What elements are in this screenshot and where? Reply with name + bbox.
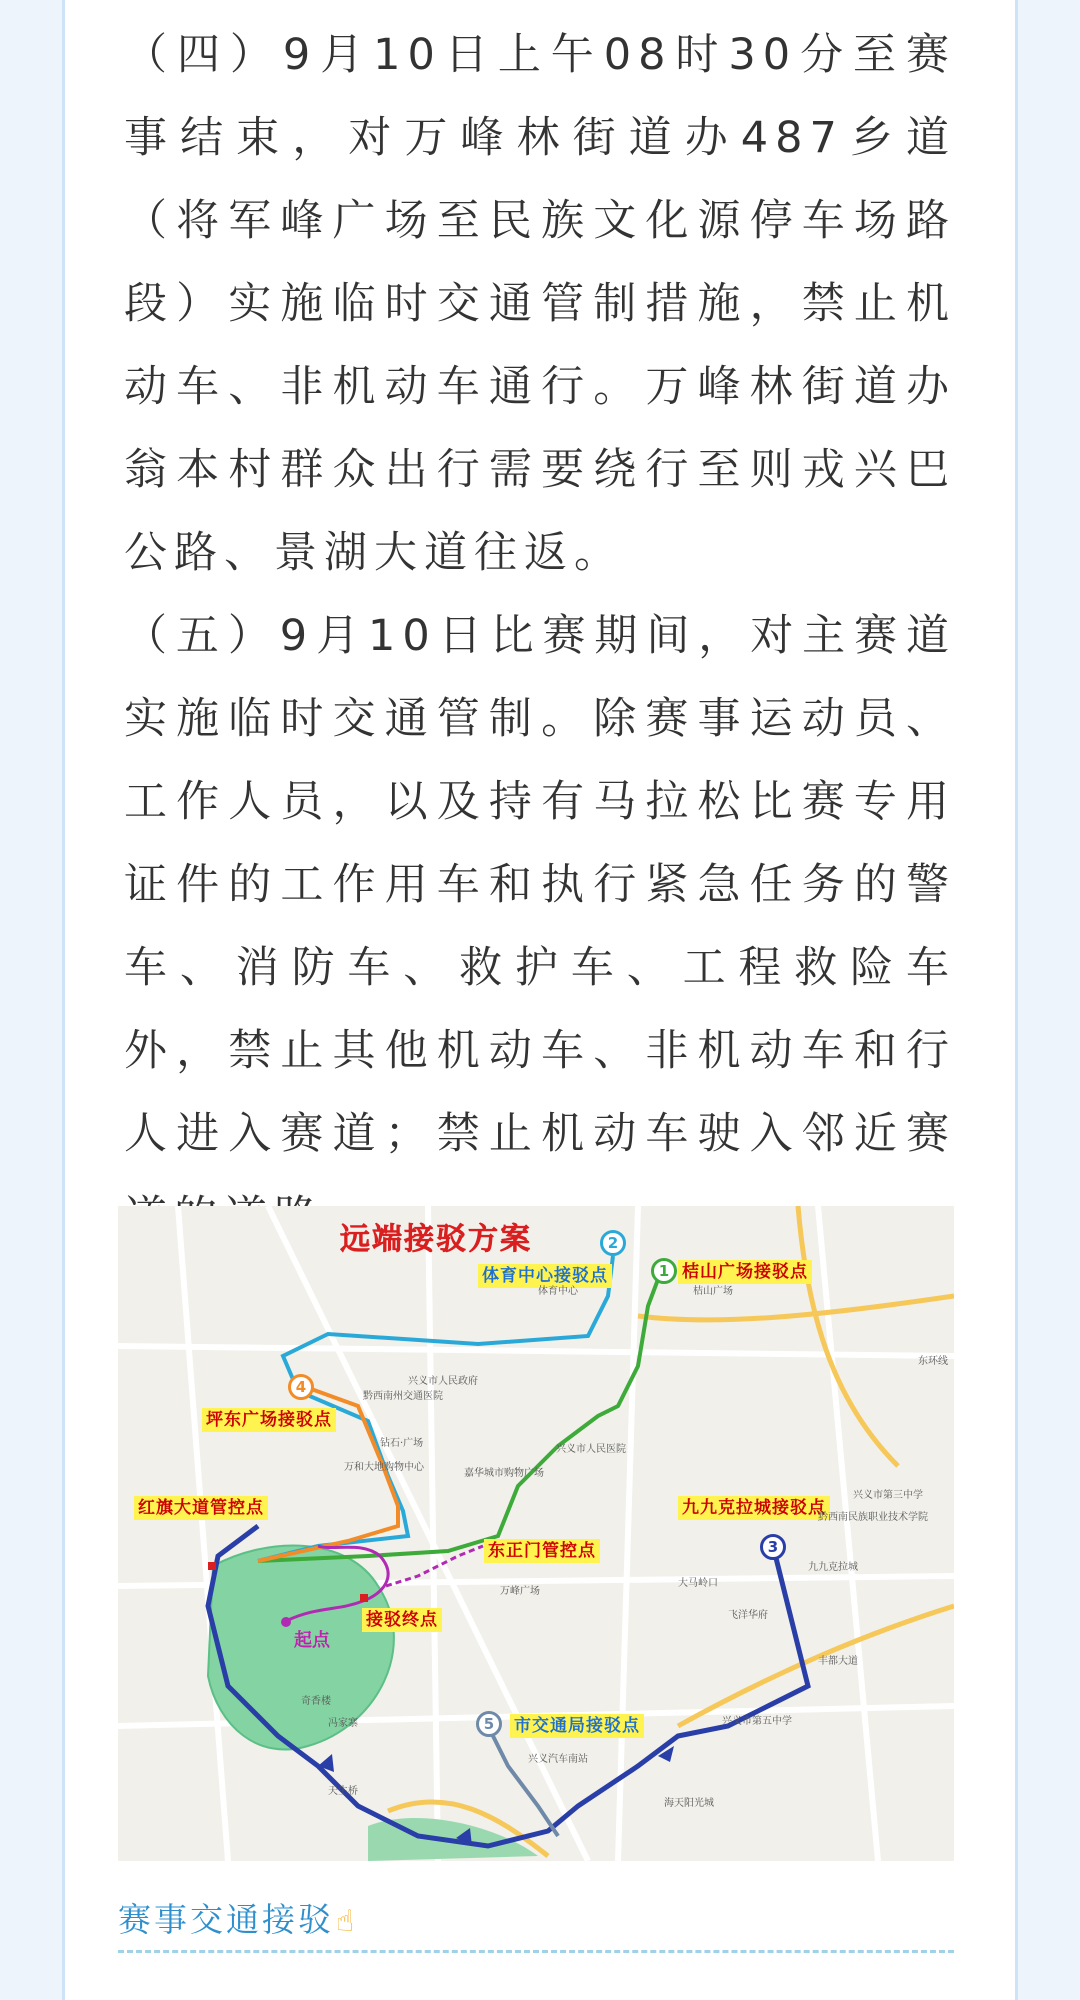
label-p5: 市交通局接驳点	[510, 1714, 644, 1738]
label-end: 接驳终点	[362, 1608, 442, 1632]
place-label: 丰都大道	[818, 1656, 858, 1667]
place-label: 奇香楼	[301, 1696, 331, 1707]
finish-point-marker	[360, 1594, 368, 1602]
marker-1[interactable]: 1	[651, 1258, 677, 1284]
place-label: 兴义市第五中学	[722, 1716, 792, 1727]
paragraph-5: （五）9月10日比赛期间，对主赛道实施临时交通管制。除赛事运动员、工作人员，以及持有马拉松比赛专用证件的工作用车和执行紧急任务的警车、消防车、救护车、工程救险车外，禁止其他机动车、非机动车和行人进入赛道；禁止机动车驶入邻近赛	[124, 611, 956, 1159]
label-p3: 九九克拉城接驳点	[678, 1496, 830, 1520]
pointing-up-hand-icon: ☝	[336, 1904, 358, 1939]
place-label: 九九克拉城	[808, 1562, 858, 1573]
map-title: 远端接驳方案	[340, 1222, 532, 1257]
place-label: 万和大地购物中心	[344, 1462, 424, 1473]
marker-3[interactable]: 3	[760, 1534, 786, 1560]
label-start: 起点	[294, 1630, 330, 1651]
place-label: 兴义市人民医院	[556, 1444, 626, 1455]
marker-2[interactable]: 2	[600, 1230, 626, 1256]
place-label: 桔山广场	[693, 1286, 733, 1297]
place-label: 飞洋华府	[728, 1610, 768, 1621]
shuttle-plan-map[interactable]	[118, 1206, 954, 1861]
place-label: 大马岭口	[678, 1578, 718, 1589]
place-label: 兴义市人民政府	[408, 1376, 478, 1387]
place-label: 天生桥	[328, 1786, 358, 1797]
place-label: 黔西南州交通医院	[363, 1391, 443, 1402]
control-point-marker	[208, 1562, 216, 1570]
place-label: 海天阳光城	[664, 1798, 714, 1809]
place-label: 黔西南民族职业技术学院	[818, 1512, 928, 1523]
label-control1: 红旗大道管控点	[134, 1496, 268, 1520]
place-label: 嘉华城市购物广场	[464, 1468, 544, 1479]
paragraph-4: （四）9月10日上午08时30分至赛事结束，对万峰林街道办487乡道（将军峰广场至民族文化源停车场路段）实施临时交通管制措施，禁止机动车、非机动车通行。万峰林街道办翁本村群众出行需要绕行至则戎兴巴公路、景湖大道往返。	[124, 30, 956, 578]
section-divider	[118, 1950, 954, 1953]
label-control2: 东正门管控点	[484, 1539, 600, 1563]
place-label: 兴义汽车南站	[528, 1754, 588, 1765]
section-title-text: 赛事交通接驳	[118, 1900, 334, 1939]
label-p1: 桔山广场接驳点	[678, 1260, 812, 1284]
marker-5[interactable]: 5	[476, 1711, 502, 1737]
marker-4[interactable]: 4	[288, 1374, 314, 1400]
place-label: 东环线	[918, 1356, 948, 1367]
place-label: 冯家寨	[328, 1718, 358, 1729]
start-point-dot	[281, 1617, 291, 1627]
place-label: 万峰广场	[500, 1586, 540, 1597]
article-body	[124, 14, 956, 1259]
label-p2: 体育中心接驳点	[478, 1264, 612, 1288]
label-p4: 坪东广场接驳点	[202, 1408, 336, 1432]
place-label: 体育中心	[538, 1286, 578, 1297]
place-label: 兴义市第三中学	[853, 1490, 923, 1501]
place-label: 钻石·广场	[380, 1438, 424, 1449]
section-title	[118, 1894, 357, 1941]
